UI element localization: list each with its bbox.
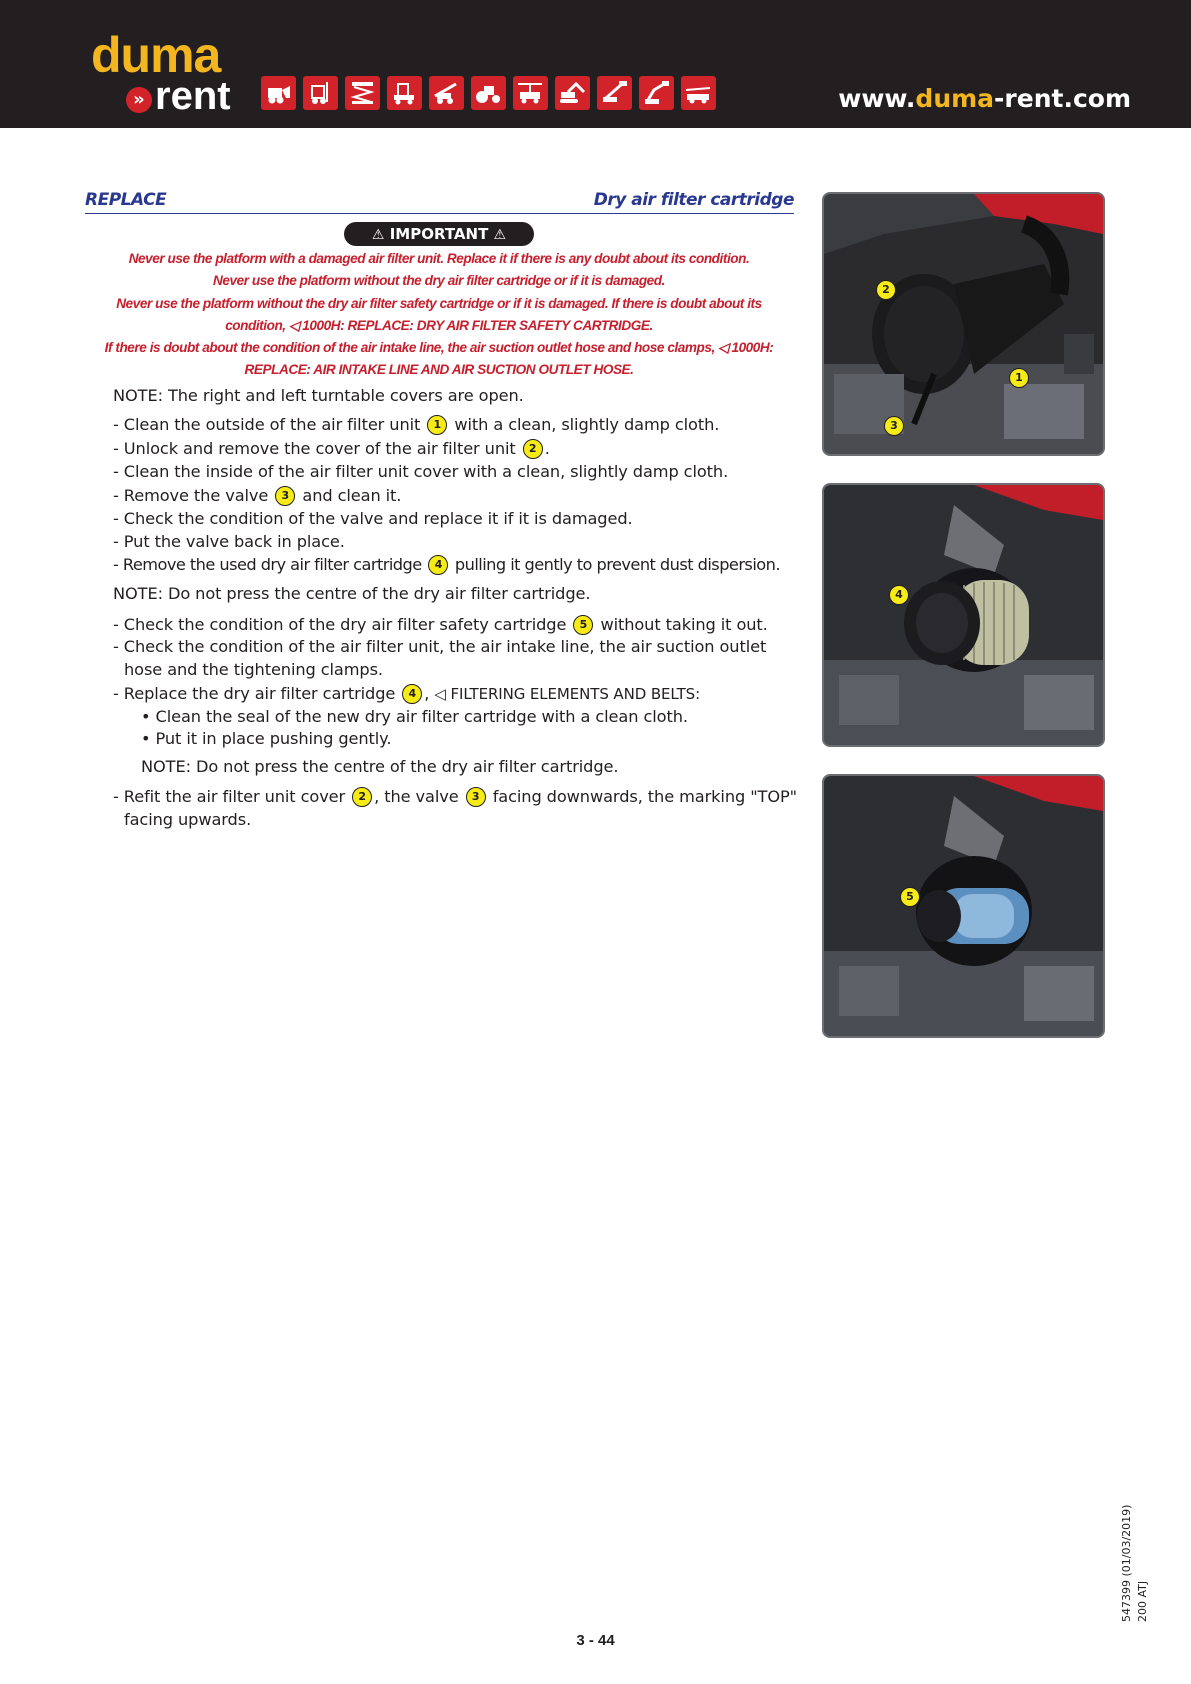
step-valve-back: - Put the valve back in place. (113, 532, 345, 551)
photo-safety-cartridge (822, 774, 1105, 1038)
ref-number-badge: 1 (427, 415, 447, 435)
step-check-safety-cartridge: - Check the condition of the dry air filter safety cartridge 5 without taking it out. (113, 615, 768, 634)
forklift-icon (303, 76, 338, 110)
step-remove-cover: - Unlock and remove the cover of the air filter unit 2 . (113, 439, 550, 458)
doc-number: 547399 (01/03/2019) (1120, 1504, 1133, 1622)
url-highlight: duma (915, 84, 995, 113)
ref-number-badge: 4 (428, 555, 448, 575)
callout-number: 5 (900, 887, 920, 907)
important-badge (344, 222, 534, 246)
step-remove-cartridge: - Remove the used dry air filter cartridge 4 pulling it gently to prevent dust dispersion. (113, 555, 780, 574)
title-underline (85, 213, 794, 214)
truck-mounted-lift-icon (681, 76, 716, 110)
step-remove-valve: - Remove the valve 3 and clean it. (113, 486, 402, 505)
url-suffix: -rent.com (994, 84, 1131, 113)
skid-steer-icon (261, 76, 296, 110)
warning-text-block (92, 248, 786, 382)
step-check-valve: - Check the condition of the valve and replace it if it is damaged. (113, 509, 633, 528)
callout-number: 2 (876, 280, 896, 300)
warning-line: Never use the platform with a damaged air filter unit. Replace it if there is any doubt about its condition. (128, 251, 750, 266)
ref-number-badge: 3 (466, 787, 486, 807)
warning-line: Never use the platform without the dry air filter safety cartridge or if it is damaged. If there is doubt about its (116, 295, 762, 311)
telehandler-icon (429, 76, 464, 110)
note-do-not-press-2: NOTE: Do not press the centre of the dry air filter cartridge. (141, 757, 619, 776)
bullet-put-in-place: • Put it in place pushing gently. (141, 729, 392, 748)
warning-line: condition, ◁ 1000H: REPLACE: DRY AIR FILTER SAFETY CARTRIDGE. (225, 317, 653, 333)
warning-line: REPLACE: AIR INTAKE LINE AND AIR SUCTION OUTLET HOSE. (244, 362, 634, 378)
url-prefix: www. (838, 84, 916, 113)
ref-number-badge: 2 (352, 787, 372, 807)
callout-number: 4 (889, 585, 909, 605)
document-reference (1119, 1505, 1151, 1622)
step-clean-inside: - Clean the inside of the air filter unit cover with a clean, slightly damp cloth. (113, 462, 729, 481)
excavator-icon (555, 76, 590, 110)
scissor-lift-icon (345, 76, 380, 110)
model-name: 200 ATJ (1136, 1580, 1149, 1622)
section-subject-title: Dry air filter cartridge (593, 190, 794, 210)
cross-reference: ◁ FILTERING ELEMENTS AND BELTS: (434, 685, 701, 703)
articulated-boom-icon (639, 76, 674, 110)
step-clean-outside: - Clean the outside of the air filter unit 1 with a clean, slightly damp cloth. (113, 415, 720, 434)
compact-loader-icon (387, 76, 422, 110)
website-url[interactable] (838, 84, 1131, 113)
section-action-title: REPLACE (85, 190, 167, 210)
page-number: 3 - 44 (576, 1632, 615, 1649)
photo-dry-cartridge (822, 483, 1105, 747)
ref-number-badge: 5 (573, 615, 593, 635)
boom-lift-icon (597, 76, 632, 110)
step-check-intake-cont: hose and the tightening clamps. (124, 660, 383, 679)
note-do-not-press: NOTE: Do not press the centre of the dry air filter cartridge. (113, 584, 591, 603)
crane-truck-icon (513, 76, 548, 110)
warning-triangle-icon: ⚠ (493, 227, 507, 243)
ref-number-badge: 2 (523, 439, 543, 459)
header-bar (0, 0, 1191, 128)
step-replace-cartridge: - Replace the dry air filter cartridge 4 , ◁ FILTERING ELEMENTS AND BELTS: (113, 684, 701, 703)
warning-line: If there is doubt about the condition of the air intake line, the air suction outlet hose and hose clamps, ◁ 1000H: (104, 340, 774, 356)
logo-duma: duma (91, 27, 221, 83)
bullet-clean-seal: • Clean the seal of the new dry air filter cartridge with a clean cloth. (141, 707, 688, 726)
photo-air-filter-unit (822, 192, 1105, 456)
note-covers-open: NOTE: The right and left turntable covers are open. (113, 386, 524, 405)
callout-number: 1 (1009, 368, 1029, 388)
step-refit-cover-cont: facing upwards. (124, 810, 252, 829)
step-refit-cover: - Refit the air filter unit cover 2 , the valve 3 facing downwards, the marking "TOP" (113, 787, 797, 806)
ref-number-badge: 4 (402, 684, 422, 704)
logo-rent: rent (155, 74, 231, 118)
logo-chevron-icon: » (126, 87, 152, 113)
important-label: IMPORTANT (389, 225, 489, 243)
roller-icon (471, 76, 506, 110)
callout-number: 3 (884, 416, 904, 436)
step-check-intake: - Check the condition of the air filter unit, the air intake line, the air suction outlet (113, 637, 767, 656)
warning-line: Never use the platform without the dry air filter cartridge or if it is damaged. (213, 273, 665, 289)
warning-triangle-icon: ⚠ (371, 227, 385, 243)
ref-number-badge: 3 (275, 486, 295, 506)
machine-icons-strip (261, 76, 716, 110)
